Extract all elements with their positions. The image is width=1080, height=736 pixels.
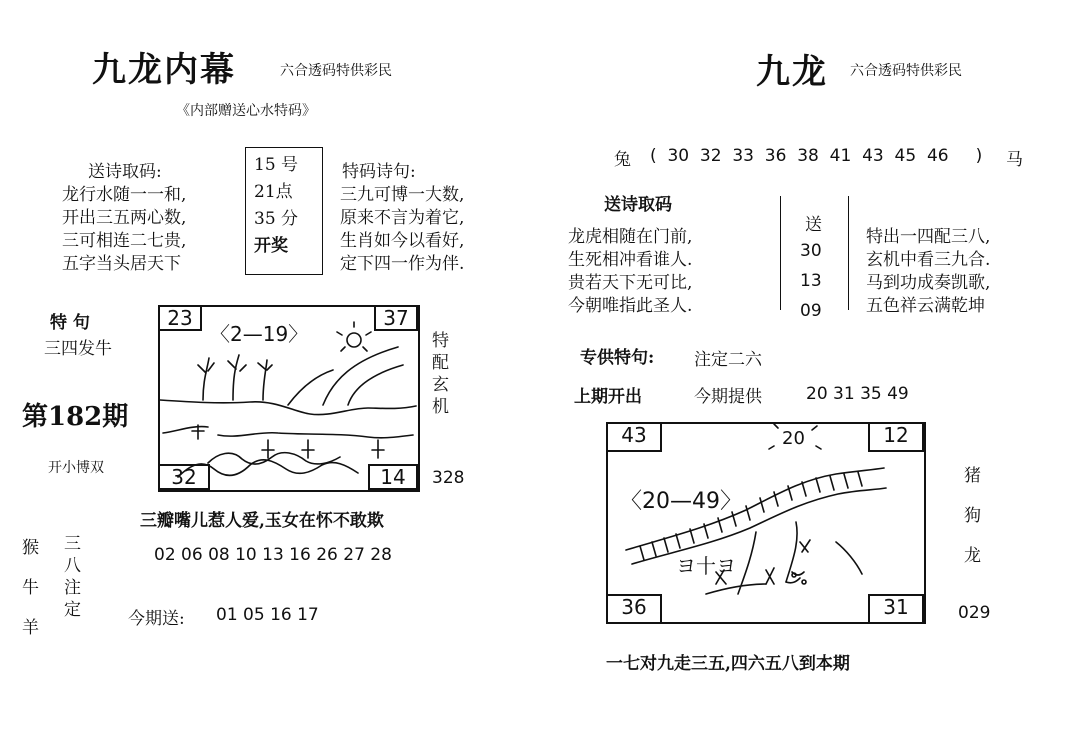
right-poem-header: 送诗取码 (604, 195, 672, 215)
left-special-line: 生肖如今以看好, (340, 231, 465, 251)
draw-info-line: 15 号 (254, 155, 299, 175)
left-title: 九龙内幕 (92, 50, 236, 90)
teju-label: 特 句 (50, 313, 90, 333)
provide-label: 今期提供 (694, 387, 762, 407)
zhuangong-value: 注定二六 (694, 350, 762, 370)
send-number: 09 (800, 301, 822, 321)
left-special-poem (340, 184, 464, 276)
right-poem-line: 贵若天下无可比, (568, 273, 693, 293)
zodiac-char: 狗 (964, 506, 981, 526)
right-bottom-line: 一七对九走三五,四六五八到本期 (606, 654, 850, 674)
right-poem (568, 226, 692, 318)
left-poem-header: 送诗取码: (88, 162, 162, 182)
right-side-number: 029 (958, 603, 991, 623)
right-special-line: 五色祥云满乾坤 (866, 296, 985, 316)
teju-value: 三四发牛 (44, 339, 112, 359)
today-label: 今期送: (128, 609, 185, 629)
zodiac-char: 猴 (22, 538, 39, 558)
zhuangong-label: 专供特句: (580, 348, 655, 368)
right-poem-line: 生死相冲看谁人. (568, 250, 693, 270)
right-pic-top-left-number: 43 (606, 422, 662, 452)
right-special-poem (866, 226, 990, 318)
left-picture-sketch (158, 305, 418, 490)
left-verse: 三瓣嘴儿惹人爱,玉女在怀不敢欺 (140, 511, 384, 531)
right-pic-text-2: ヨ十ヨ (676, 554, 736, 578)
side-char: 玄 (432, 375, 449, 395)
right-pic-sun-number: 20 (782, 428, 805, 449)
right-pic-bottom-left-number: 36 (606, 594, 662, 624)
right-picture-sketch (606, 422, 924, 622)
send-numbers (800, 236, 822, 326)
draw-info (254, 152, 298, 260)
send-divider-right (848, 196, 849, 310)
left-side-number: 328 (432, 468, 465, 488)
zodiac-char: 猪 (964, 466, 981, 486)
side-char: 配 (432, 353, 449, 373)
rabbit-numbers: ( 30 32 33 36 38 41 43 45 46 ) (650, 146, 983, 166)
side-char: 特 (432, 331, 449, 351)
left-tagline: 《内部赠送心水特码》 (176, 103, 316, 119)
left-poem-line: 三可相连二七贵, (62, 231, 187, 251)
left-pic-top-left-number: 23 (158, 305, 202, 331)
left-pic-text: 〈2—19〉 (210, 322, 309, 346)
right-special-line: 马到功成奏凯歌, (866, 273, 991, 293)
left-poem-line: 开出三五两心数, (62, 208, 187, 228)
right-subtitle: 六合透码特供彩民 (850, 63, 962, 79)
draw-info-line: 35 分 (254, 209, 299, 229)
small-label: 开小博双 (48, 460, 104, 476)
right-pic-top-right-number: 12 (868, 422, 924, 452)
right-title: 九龙 (756, 52, 828, 92)
note-char: 注 (64, 578, 81, 598)
today-numbers: 01 05 16 17 (216, 605, 319, 625)
side-char: 机 (432, 397, 449, 417)
left-special-line: 定下四一作为伴. (340, 254, 465, 274)
note-column-1 (64, 533, 81, 621)
right-special-line: 特出一四配三八, (866, 227, 991, 247)
send-number: 13 (800, 271, 822, 291)
left-special-line: 原来不言为着它, (340, 208, 465, 228)
draw-info-line: 21点 (254, 182, 293, 202)
left-pic-top-right-number: 37 (374, 305, 418, 331)
provide-numbers: 20 31 35 49 (806, 384, 909, 404)
right-poem-line: 今朝唯指此圣人. (568, 296, 693, 316)
left-pic-bottom-right-number: 14 (368, 464, 418, 490)
send-number: 30 (800, 241, 822, 261)
horse-char: 马 (1006, 150, 1023, 170)
right-pic-text: 〈20—49〉 (620, 489, 742, 514)
zodiac-char: 龙 (964, 546, 981, 566)
right-pic-bottom-right-number: 31 (868, 594, 924, 624)
issue-number: 第182期 (22, 402, 129, 432)
zodiac-column (22, 528, 39, 648)
left-subtitle: 六合透码特供彩民 (280, 63, 392, 79)
note-char: 八 (64, 556, 81, 576)
left-special-header: 特码诗句: (342, 162, 416, 182)
note-char: 三 (64, 534, 81, 554)
send-divider-left (780, 196, 781, 310)
right-poem-line: 龙虎相随在门前, (568, 227, 693, 247)
rabbit-char: 兔 (614, 150, 631, 170)
left-poem-line: 龙行水随一一和, (62, 185, 187, 205)
last-label: 上期开出 (574, 387, 642, 407)
left-poem-line: 五字当头居天下 (62, 254, 181, 274)
zodiac-char: 羊 (22, 618, 39, 638)
left-poem (62, 184, 186, 276)
left-special-line: 三九可博一大数, (340, 185, 465, 205)
draw-info-line: 开奖 (254, 236, 288, 256)
left-numbers: 02 06 08 10 13 16 26 27 28 (154, 545, 392, 565)
right-special-line: 玄机中看三九合. (866, 250, 991, 270)
note-char: 定 (64, 600, 81, 620)
left-pic-bottom-left-number: 32 (158, 464, 210, 490)
send-label: 送 (805, 215, 822, 235)
left-side-chars (432, 330, 449, 418)
right-zodiac-side (964, 456, 981, 576)
zodiac-char: 牛 (22, 578, 39, 598)
